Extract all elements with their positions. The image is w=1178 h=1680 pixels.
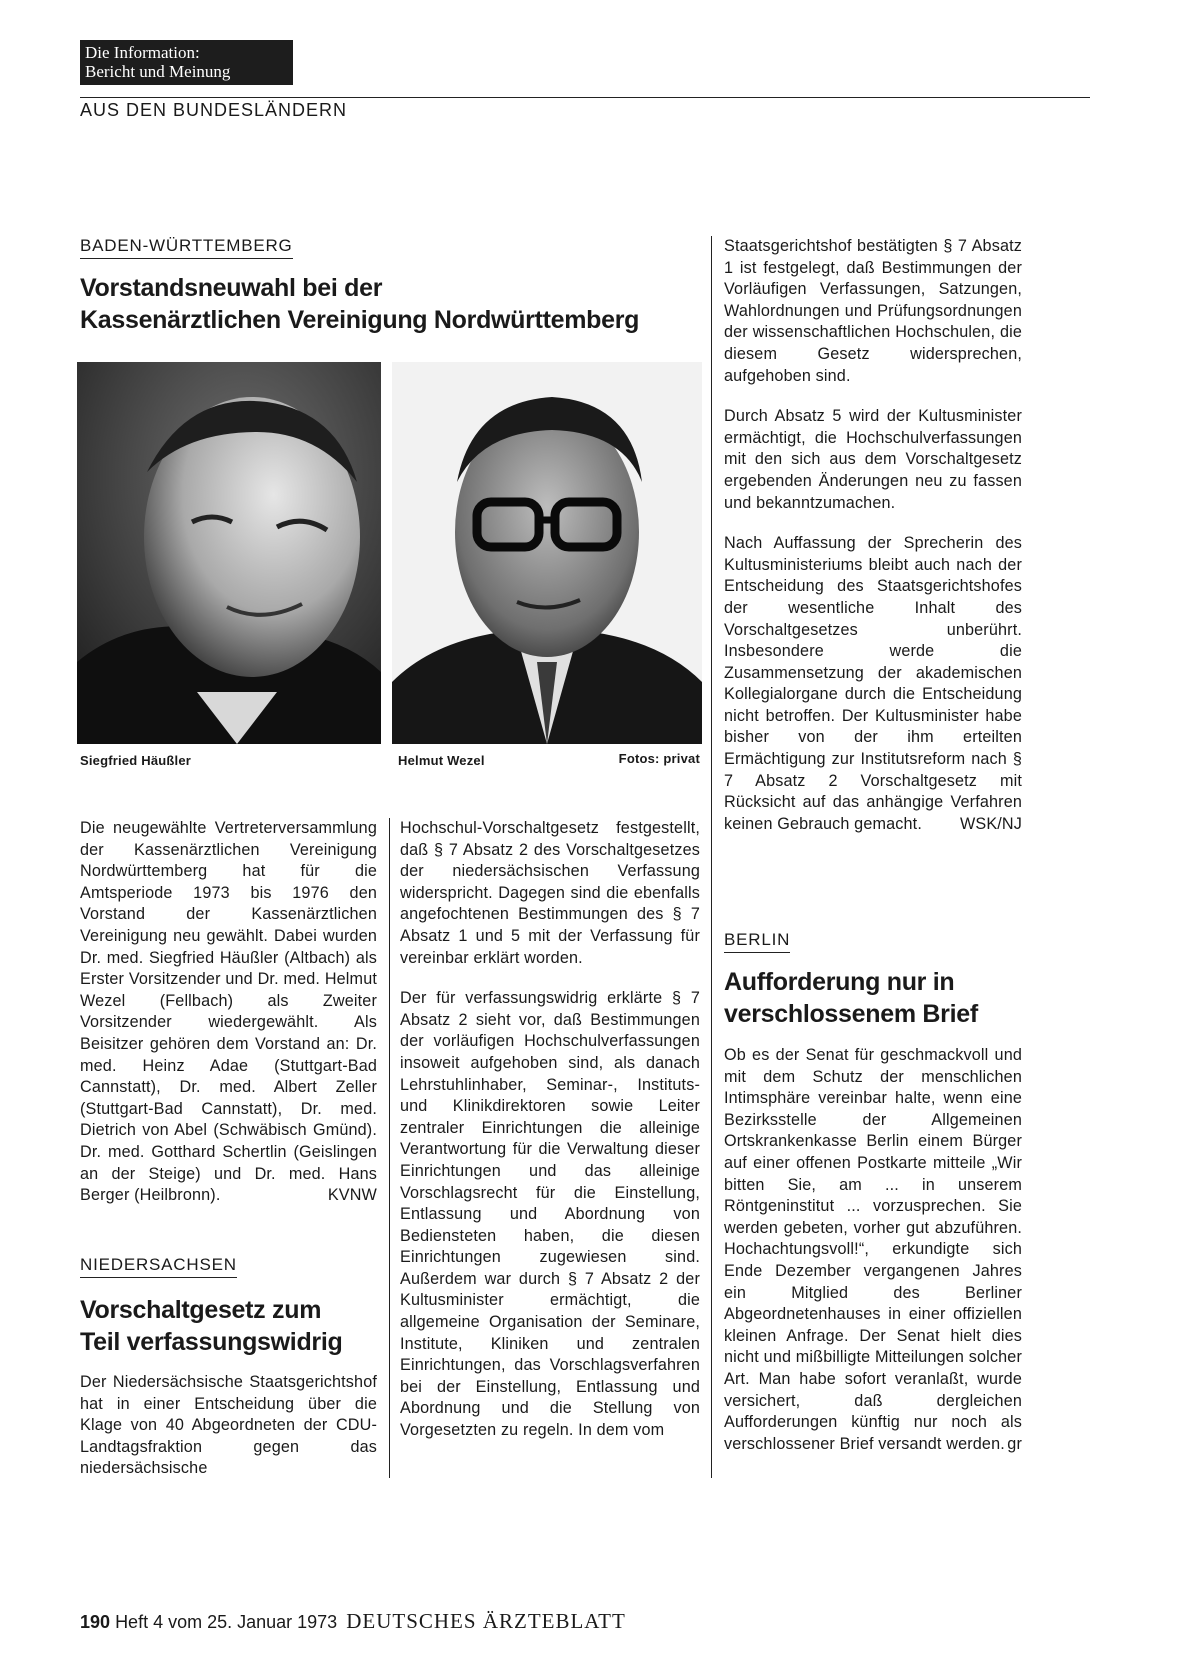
headline-line-2: Teil verfassungswidrig <box>80 1328 343 1356</box>
column-1 <box>80 818 377 1226</box>
column-3 <box>724 236 1022 854</box>
portrait-photo-wezel <box>392 362 702 744</box>
article-2-paragraph-4 <box>724 533 1022 835</box>
article-2-paragraph-2: Der für verfassungswidrig erklärte § 7 Absatz 2 sieht vor, daß Bestimmungen der vorläufigen Hochschulverfassungen insoweit aufgehoben sind, als danach Lehrstuhlinhaber, Seminar-, Instituts- und Klinikdirektoren sowie Leiter zentraler Einrichtungen die alleinige Verantwortung für die Verwaltung dieser Einrichtungen und das alleinige Vorschlagsrecht für die Einstellung, Entlassung und Abordnung von Bediensteten haben, die diesen Einrichtungen zugewiesen sind. Außerdem war durch § 7 Absatz 2 der Kultusminister ermächtigt, die allgemeine Organisation der Seminare, Institute, Kliniken und zentralen Einrichtungen, das Vorschlagsverfahren bei der Einstellung, Entlassung und Abordnung und die Stellung von Vorgesetzten zu regeln. In dem vom <box>400 989 700 1440</box>
signature-wsk-nj: WSK/NJ <box>959 814 1022 833</box>
caption-wezel: Helmut Wezel <box>398 753 485 768</box>
article-2-paragraph-2-continued: Staatsgerichtshof bestätigten § 7 Absatz 1 ist festgelegt, daß Bestimmungen der Vorläufigen Verfassungen, Satzungen, Wahlordnungen und Prüfungsordnungen der wissenschaftlichen Hochschulen, die diesem Gesetz widersprechen, aufgehoben sind. <box>724 237 1022 385</box>
department-badge <box>80 40 293 85</box>
photo-credit: Fotos: privat <box>618 751 700 766</box>
signature-kvnw: KVNW <box>327 1186 377 1205</box>
article-1-body <box>80 818 377 1207</box>
article-2-intro-col2: Hochschul-Vorschaltgesetz festgestellt, daß § 7 Absatz 2 des Vorschaltgesetzes der niedersächsischen Verfassung widerspricht. Dagegen sind die ebenfalls angefochtenen Bestimmungen des § 7 Absatz 1 und 5 mit der Verfassung für vereinbar erklärt worden. <box>400 819 700 967</box>
article-1-text: Die neugewählte Vertreterversammlung der Kassenärztlichen Vereinigung Nordwürttemberg hat für die Amtsperiode 1973 bis 1976 den Vorstand der Kassenärztlichen Vereinigung neu gewählt. Dabei wurden Dr. med. Siegfried Häußler (Altbach) als Erster Vorsitzender und Dr. med. Helmut Wezel (Fellbach) als Zweiter Vorsitzender wiedergewählt. Als Beisitzer gehören dem Vorstand an: Dr. med. Heinz Adae (Stuttgart-Bad Cannstatt), Dr. med. Albert Zeller (Stuttgart-Bad Cannstatt), Dr. med. Dietrich von Abel (Schwäbisch Gmünd). Dr. med. Gotthard Schertlin (Geislingen an der Steige) und Dr. med. Hans Berger (Heilbronn). <box>80 819 377 1205</box>
article-2-paragraph-4-text: Nach Auffassung der Sprecherin des Kultusministeriums bleibt auch nach der Entscheidung des Staatsgerichtshofes der wesentliche Inhalt des Vorschaltgesetzes unberührt. Insbesondere werde die Zusammensetzung der akademischen Kollegialorgane durch die Entscheidung nicht betroffen. Der Kultusminister habe bisher von der ihm erteilten Ermächtigung zur Institutsreform nach § 7 Absatz 2 Vorschaltgesetz mit Rücksicht auf das anhängige Verfahren keinen Gebrauch gemacht. <box>724 534 1022 833</box>
headline-line-2: Kassenärztlichen Vereinigung Nordwürttemberg <box>80 306 640 334</box>
column-2 <box>400 818 700 1461</box>
page-number: 190 <box>80 1612 111 1632</box>
badge-line-1: Die Information: <box>85 43 200 62</box>
region-text: NIEDERSACHSEN <box>80 1255 237 1278</box>
caption-haeussler: Siegfried Häußler <box>80 753 192 768</box>
column-rule-2 <box>711 236 712 1478</box>
headline-line-1: Vorschaltgesetz zum <box>80 1296 322 1324</box>
region-label-berlin <box>724 930 790 953</box>
page-footer <box>80 1609 626 1634</box>
article-2-paragraph-3: Durch Absatz 5 wird der Kultusminister ermächtigt, die Hochschulverfassungen mit den sich aus dem Vorschaltgesetz ergebenden Änderungen neu zu fassen und bekanntzumachen. <box>724 407 1022 512</box>
badge-line-2: Bericht und Meinung <box>85 62 231 81</box>
headline-article-2 <box>80 1294 380 1358</box>
region-text: BADEN-WÜRTTEMBERG <box>80 236 293 259</box>
header-rule <box>80 97 1090 98</box>
magazine-name: DEUTSCHES ÄRZTEBLATT <box>346 1609 626 1633</box>
portrait-photo-haeussler <box>77 362 381 744</box>
region-label-baden-wuerttemberg <box>80 236 293 259</box>
article-3-body <box>724 1045 1022 1474</box>
portrait-image-haeussler <box>77 362 381 744</box>
issue-info: Heft 4 vom 25. Januar 1973 <box>115 1612 338 1632</box>
headline-article-1 <box>80 272 720 336</box>
portrait-image-wezel <box>392 362 702 744</box>
signature-gr: gr <box>1007 1434 1022 1453</box>
headline-line-1: Vorstandsneuwahl bei der <box>80 274 383 302</box>
article-2-intro-col1: Der Niedersächsische Staatsgerichtshof hat in einer Entscheidung über die Klage von 40 Abgeordneten der CDU-Landtagsfraktion gegen das niedersächsische <box>80 1373 377 1478</box>
headline-article-3 <box>724 966 1024 1030</box>
column-rule-1 <box>389 818 390 1478</box>
headline-line-1: Aufforderung nur in <box>724 968 955 996</box>
region-label-niedersachsen <box>80 1255 237 1278</box>
section-title: AUS DEN BUNDESLÄNDERN <box>80 100 348 120</box>
region-text: BERLIN <box>724 930 790 953</box>
headline-line-2: verschlossenem Brief <box>724 1000 978 1028</box>
article-3-text: Ob es der Senat für geschmackvoll und mit dem Schutz der menschlichen Intimsphäre vereinbar halte, wenn eine Bezirksstelle der Allgemeinen Ortskrankenkasse Berlin einem Bürger auf einer offenen Postkarte mitteile „Wir bitten Sie, am ... in unserem Röntgeninstitut ... vorzusprechen. Sie werden gebeten, vorher gut abzuführen. Hochachtungsvoll!“, erkundigte sich Ende Dezember vergangenen Jahres ein Mitglied des Berliner Abgeordnetenhauses in einer offiziellen kleinen Anfrage. Der Senat hielt dies nicht und mißbilligte Mitteilungen solcher Art. Man habe sofort veranlaßt, wurde versichert, daß dergleichen Aufforderungen künftig nur noch als verschlossener Brief versandt werden. <box>724 1046 1022 1453</box>
